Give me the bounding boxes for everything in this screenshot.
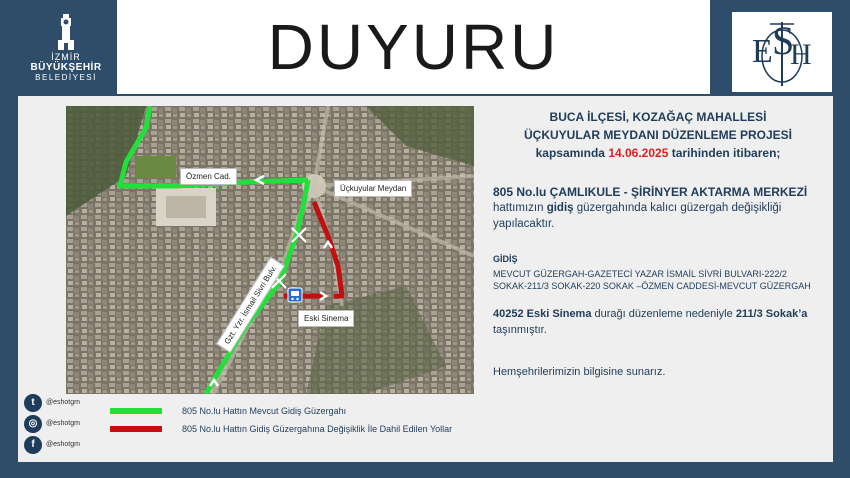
date-suffix: tarihinden itibaren; (671, 146, 781, 160)
header (0, 0, 850, 96)
closing-text: Hemşehrilerimizin bilgisine sunarız. (493, 366, 666, 378)
social-facebook[interactable] (24, 434, 80, 455)
legend-label-current: 805 No.lu Hattın Mevcut Gidiş Güzergahı (182, 406, 347, 416)
route-desc-bold: gidiş (546, 202, 574, 214)
stop-notice (493, 306, 823, 338)
bus-stop-icon (288, 288, 302, 302)
gidis-route-text: MEVCUT GÜZERGAH-GAZETECİ YAZAR İSMAİL SİVRİ BULVARI-222/2 SOKAK-211/3 SOKAK-220 SOKAK –ÖZMEN CADDESİ-MEVCUT GÜZERGAH (493, 269, 811, 291)
title-box (117, 0, 710, 94)
izmir-logo (16, 12, 116, 90)
svg-text:S: S (772, 18, 795, 63)
eshot-monogram-icon (742, 16, 822, 88)
stop-reason: durağı düzenleme nedeniyle (594, 308, 733, 320)
stop-name: 40252 Eski Sinema (493, 308, 592, 320)
announcement-text (493, 108, 823, 378)
social-twitter[interactable] (24, 392, 80, 413)
svg-text:H: H (790, 38, 812, 71)
content-panel (18, 96, 833, 462)
legend-swatch-green (110, 408, 162, 414)
date-heading (493, 144, 823, 162)
route-title: 805 No.lu ÇAMLIKULE - ŞİRİNYER AKTARMA MERKEZİ (493, 185, 808, 199)
legend-swatch-red (110, 426, 162, 432)
gidis-heading: GİDİŞ (493, 254, 518, 264)
instagram-icon[interactable]: ◎ (24, 415, 42, 433)
logo-line1: İZMİR (51, 52, 81, 62)
logo-line2: BÜYÜKŞEHİR (30, 62, 102, 73)
twitter-icon[interactable]: t (24, 394, 42, 412)
legend-label-new: 805 No.lu Hattın Gidiş Güzergahına Değişiklik İle Dahil Edilen Yollar (182, 424, 453, 434)
svg-text:E: E (752, 33, 773, 70)
facebook-handle: @eshotgm (46, 441, 80, 448)
route-desc-part2: güzergahında kalıcı güzergah değişikliği yapılacaktır. (493, 202, 782, 230)
project-heading: ÜÇKUYULAR MEYDANI DÜZENLEME PROJESİ (523, 128, 793, 142)
twitter-handle: @eshotgm (46, 399, 80, 406)
stop-new-street: 211/3 Sokak’a (735, 308, 808, 320)
social-links (24, 392, 80, 455)
social-instagram[interactable] (24, 413, 80, 434)
map-legend (110, 402, 452, 438)
stop-end: taşınmıştır. (493, 324, 547, 336)
legend-item-new (110, 420, 452, 438)
district-heading: BUCA İLÇESİ, KOZAĞAÇ MAHALLESİ (549, 110, 767, 124)
map-label-meydan: Üçkuyular Meydan (334, 180, 412, 197)
clock-tower-icon (51, 12, 81, 52)
route-map[interactable] (66, 106, 474, 394)
facebook-icon[interactable]: f (24, 436, 42, 454)
legend-item-current (110, 402, 452, 420)
instagram-handle: @eshotgm (46, 420, 80, 427)
satellite-map-image (66, 106, 474, 394)
map-label-bulvar: Gzt. Yzr. İsmail Sivri Bulv. (216, 257, 285, 353)
route-description (493, 200, 823, 232)
effective-date: 14.06.2025 (608, 146, 669, 160)
map-label-sinema: Eski Sinema (298, 310, 354, 327)
logo-line3: BELEDİYESİ (35, 73, 97, 82)
page-title: DUYURU (267, 11, 560, 83)
route-desc-part1: hattımızın (493, 202, 544, 214)
map-label-ozmen: Özmen Cad. (180, 168, 237, 185)
eshot-logo (732, 12, 832, 92)
date-prefix: kapsamında (535, 146, 605, 160)
